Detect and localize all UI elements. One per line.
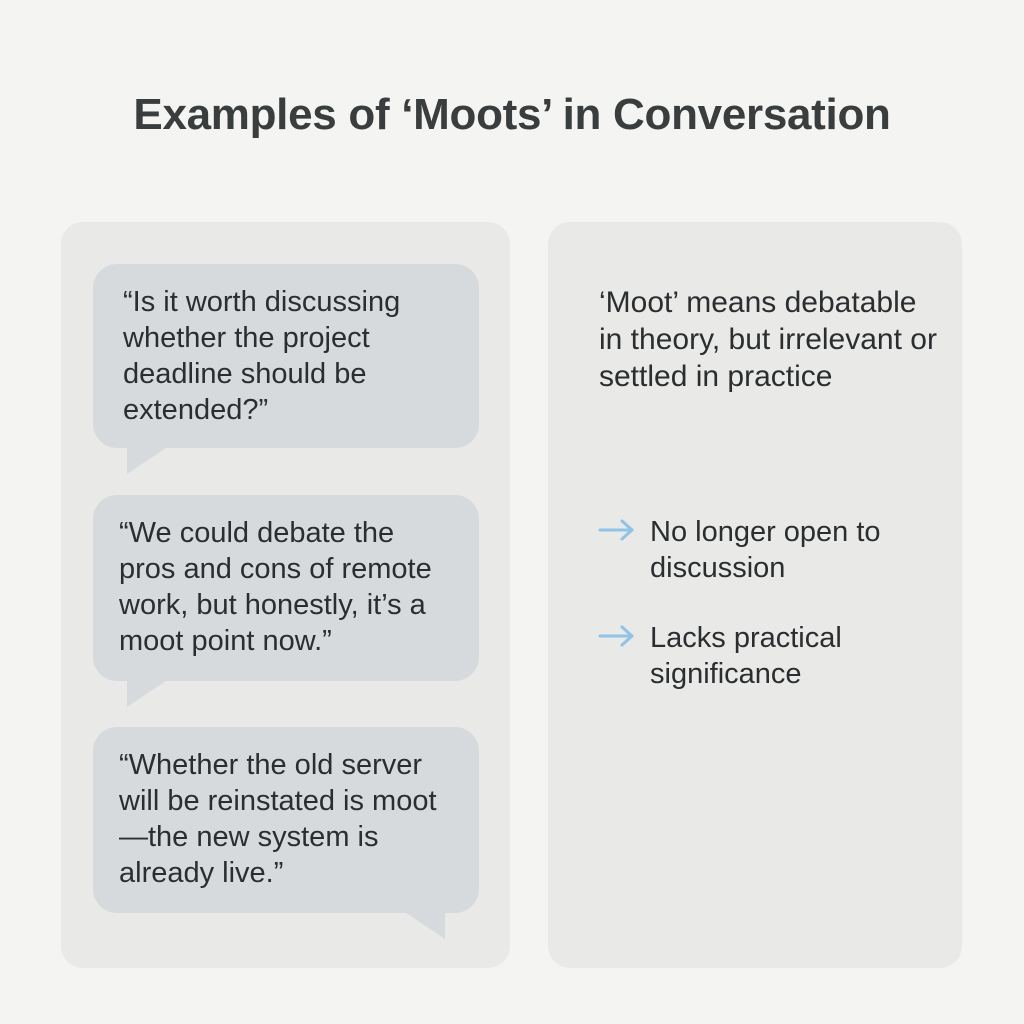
speech-bubble <box>93 727 479 913</box>
point-text: No longer open to discussion <box>650 516 881 584</box>
speech-bubble <box>93 264 479 448</box>
arrow-right-icon <box>598 624 636 648</box>
speech-bubble-text: “We could debate the pros and cons of remote work, but honestly, it’s a moot point now.” <box>119 517 432 657</box>
page-title: Examples of ‘Moots’ in Conversation <box>133 90 891 139</box>
speech-bubble-text: “Is it worth discussing whether the project deadline should be extended?” <box>123 286 401 426</box>
speech-bubble-tail <box>403 911 445 939</box>
examples-panel <box>61 222 510 968</box>
speech-bubble <box>93 495 479 681</box>
speech-bubble-text: “Whether the old server will be reinstated is moot—the new system is already live.” <box>119 749 437 889</box>
definition-panel <box>548 222 962 968</box>
speech-bubble-tail <box>127 446 169 474</box>
definition-text: ‘Moot’ means debatable in theory, but irrelevant or settled in practice <box>599 286 937 393</box>
point-text: Lacks practical significance <box>650 622 842 690</box>
speech-bubble-tail <box>127 679 169 707</box>
arrow-right-icon <box>598 518 636 542</box>
